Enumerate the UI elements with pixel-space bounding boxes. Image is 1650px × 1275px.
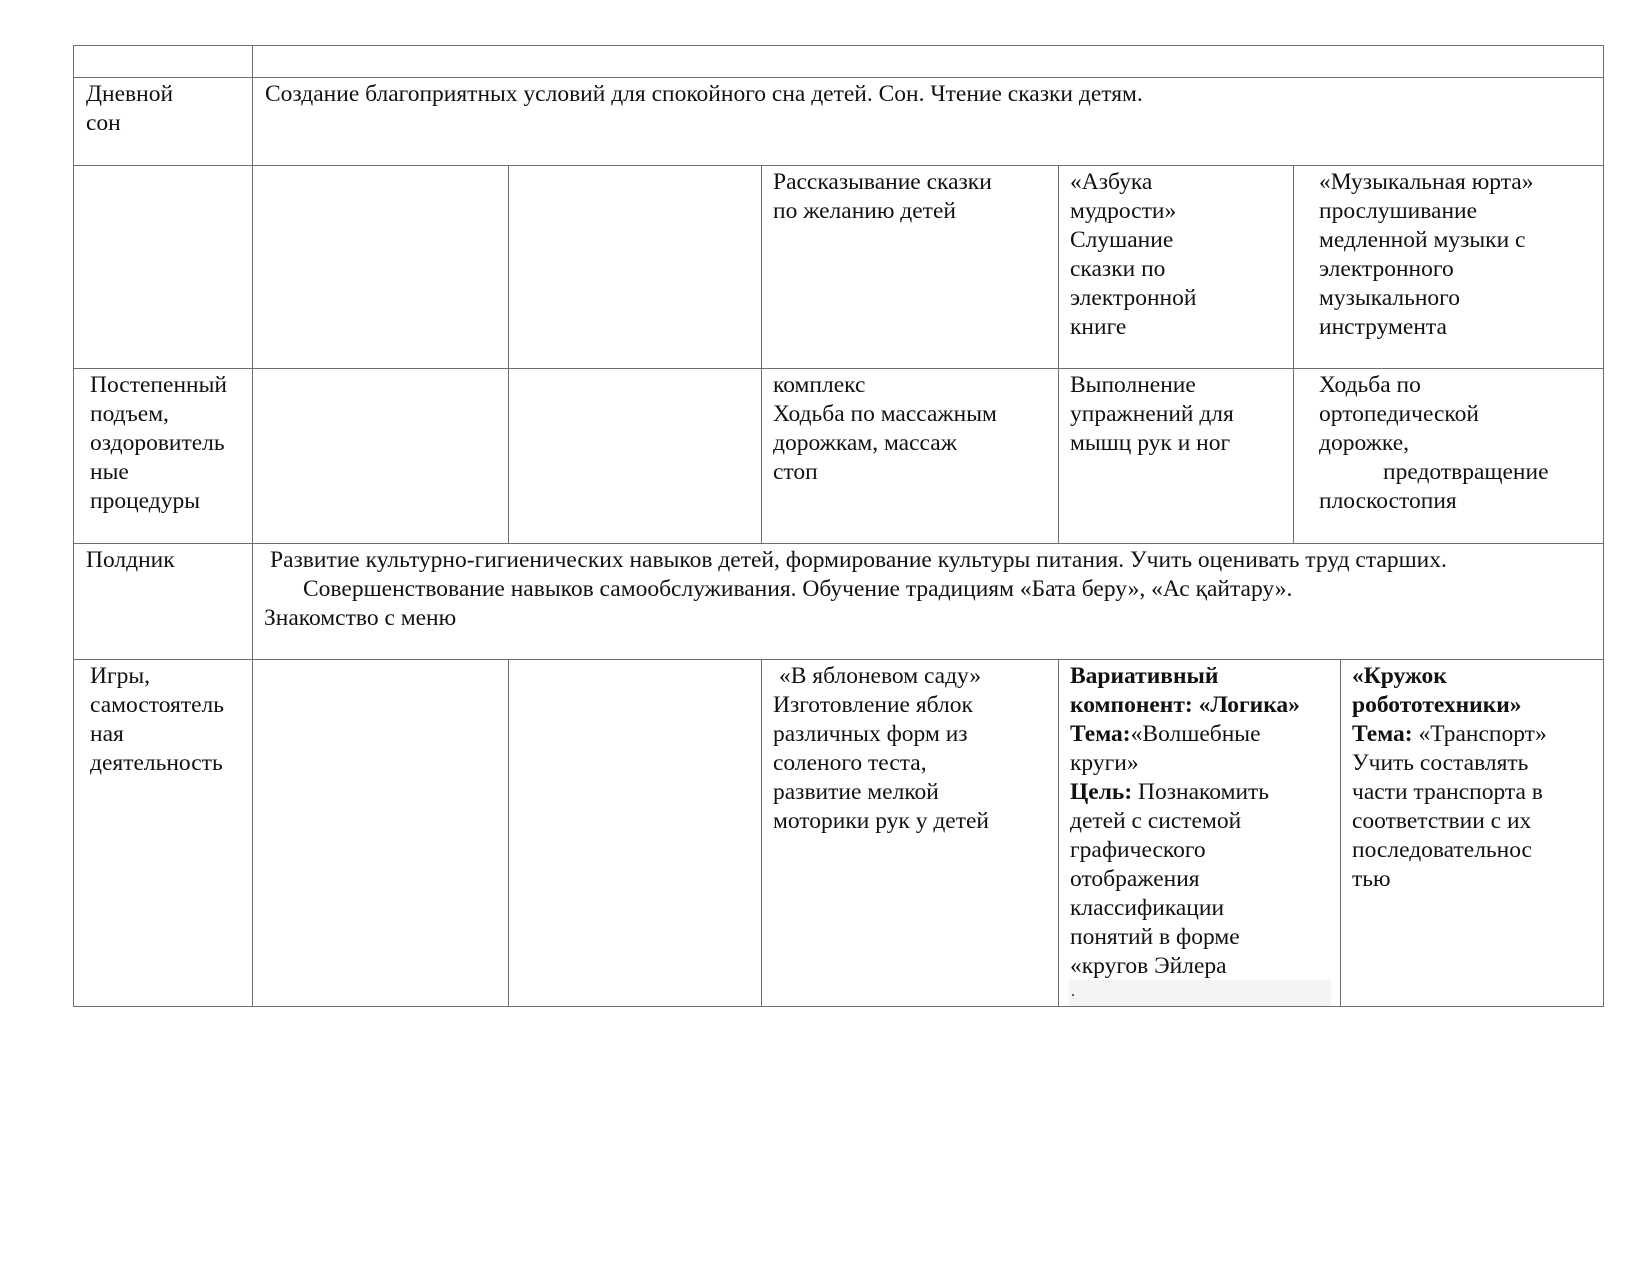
shaded-background (1069, 980, 1331, 1006)
tema-value: «Волшебные (1130, 721, 1261, 747)
row-label-igry (73, 659, 253, 1007)
table-header-cell-content (252, 45, 1604, 78)
cell-text: «Музыкальная юрта» прослушивание медленной музыки с электронного музыкального инструмента (1319, 169, 1534, 340)
row-label-poldnik (73, 543, 253, 660)
row-content-text: Создание благоприятных условий для спокойного сна детей. Сон. Чтение сказки детям. (265, 81, 1143, 107)
cell-text-line: Ходьба по (1319, 372, 1421, 398)
cell-text-line: Вариативный (1070, 663, 1219, 689)
cell-text-line (1352, 720, 1547, 749)
cell-skazki-wed (761, 165, 1059, 369)
cell-igry-thu (1058, 659, 1341, 1007)
row-label-skazki (73, 165, 253, 369)
cell-text: Учить составлять части транспорта в соответствии с их последовательнос тью (1352, 750, 1543, 892)
cel-label: Цель: (1070, 779, 1133, 805)
cell-text: Выполнение упражнений для мышц рук и ног (1070, 372, 1234, 456)
row-content-dnevnoy-son (252, 77, 1604, 166)
cell-text-line: «Кружок (1352, 663, 1447, 689)
cell-igry-mon (252, 659, 509, 1007)
cell-text-line (1070, 778, 1269, 807)
cell-text-line: плоскостопия (1319, 488, 1457, 514)
cell-skazki-mon (252, 165, 509, 369)
cell-podem-wed (761, 368, 1059, 544)
cell-text-line: Знакомство с меню (264, 605, 457, 631)
row-label-text: Игры, самостоятель ная деятельность (90, 663, 225, 776)
cel-value: Познакомить (1132, 779, 1270, 805)
cell-skazki-thu (1058, 165, 1294, 369)
cell-text-line: компонент: «Логика» (1070, 692, 1300, 718)
cell-text: комплекс Ходьба по массажным дорожкам, массаж стоп (773, 372, 997, 485)
cell-podem-tue (508, 368, 762, 544)
cell-text: «Азбука мудрости» Слушание сказки по электронной книге (1070, 169, 1197, 340)
row-label-dnevnoy-son (73, 77, 253, 166)
row-label-text: Дневной сон (86, 81, 174, 136)
cell-text-line: Развитие культурно-гигиенических навыков детей, формирование культуры питания. Учить оценивать труд старших. (270, 547, 1447, 573)
cell-skazki-fri (1293, 165, 1604, 369)
tema-value: «Транспорт» (1412, 721, 1547, 747)
tema-label: Тема: (1352, 721, 1413, 747)
cell-text-line: Совершенствование навыков самообслуживания. Обучение традициям «Бата беру», «Ас қайтару». (303, 576, 1293, 602)
cell-text: Изготовление яблок различных форм из соленого теста, развитие мелкой моторики рук у детей (773, 692, 989, 834)
cell-text-line: «В яблоневом саду» (779, 663, 982, 689)
cell-text: детей с системой графического отображения классификации понятий в форме «кругов Эйлера (1070, 808, 1242, 979)
cell-podem-fri (1293, 368, 1604, 544)
cell-text-line: предотвращение (1383, 459, 1549, 485)
cell-text-line: . (1071, 983, 1075, 1000)
cell-text-line: робототехники» (1352, 692, 1522, 718)
cell-igry-wed (761, 659, 1059, 1007)
cell-skazki-tue (508, 165, 762, 369)
row-label-podem (73, 368, 253, 544)
tema-label: Тема: (1070, 721, 1131, 747)
cell-podem-thu (1058, 368, 1294, 544)
cell-text-line: круги» (1070, 750, 1139, 776)
table-header-cell-label (73, 45, 253, 78)
cell-text-line (1070, 720, 1261, 749)
cell-text: Рассказывание сказки по желанию детей (773, 169, 992, 224)
row-label-text: Полдник (86, 547, 175, 573)
cell-text-line: дорожке, (1319, 430, 1409, 456)
cell-igry-tue (508, 659, 762, 1007)
row-content-poldnik (252, 543, 1604, 660)
cell-podem-mon (252, 368, 509, 544)
row-label-text: Постепенный подъем, оздоровитель ные процедуры (90, 372, 227, 514)
cell-text-line: ортопедической (1319, 401, 1479, 427)
cell-igry-fri (1340, 659, 1604, 1007)
